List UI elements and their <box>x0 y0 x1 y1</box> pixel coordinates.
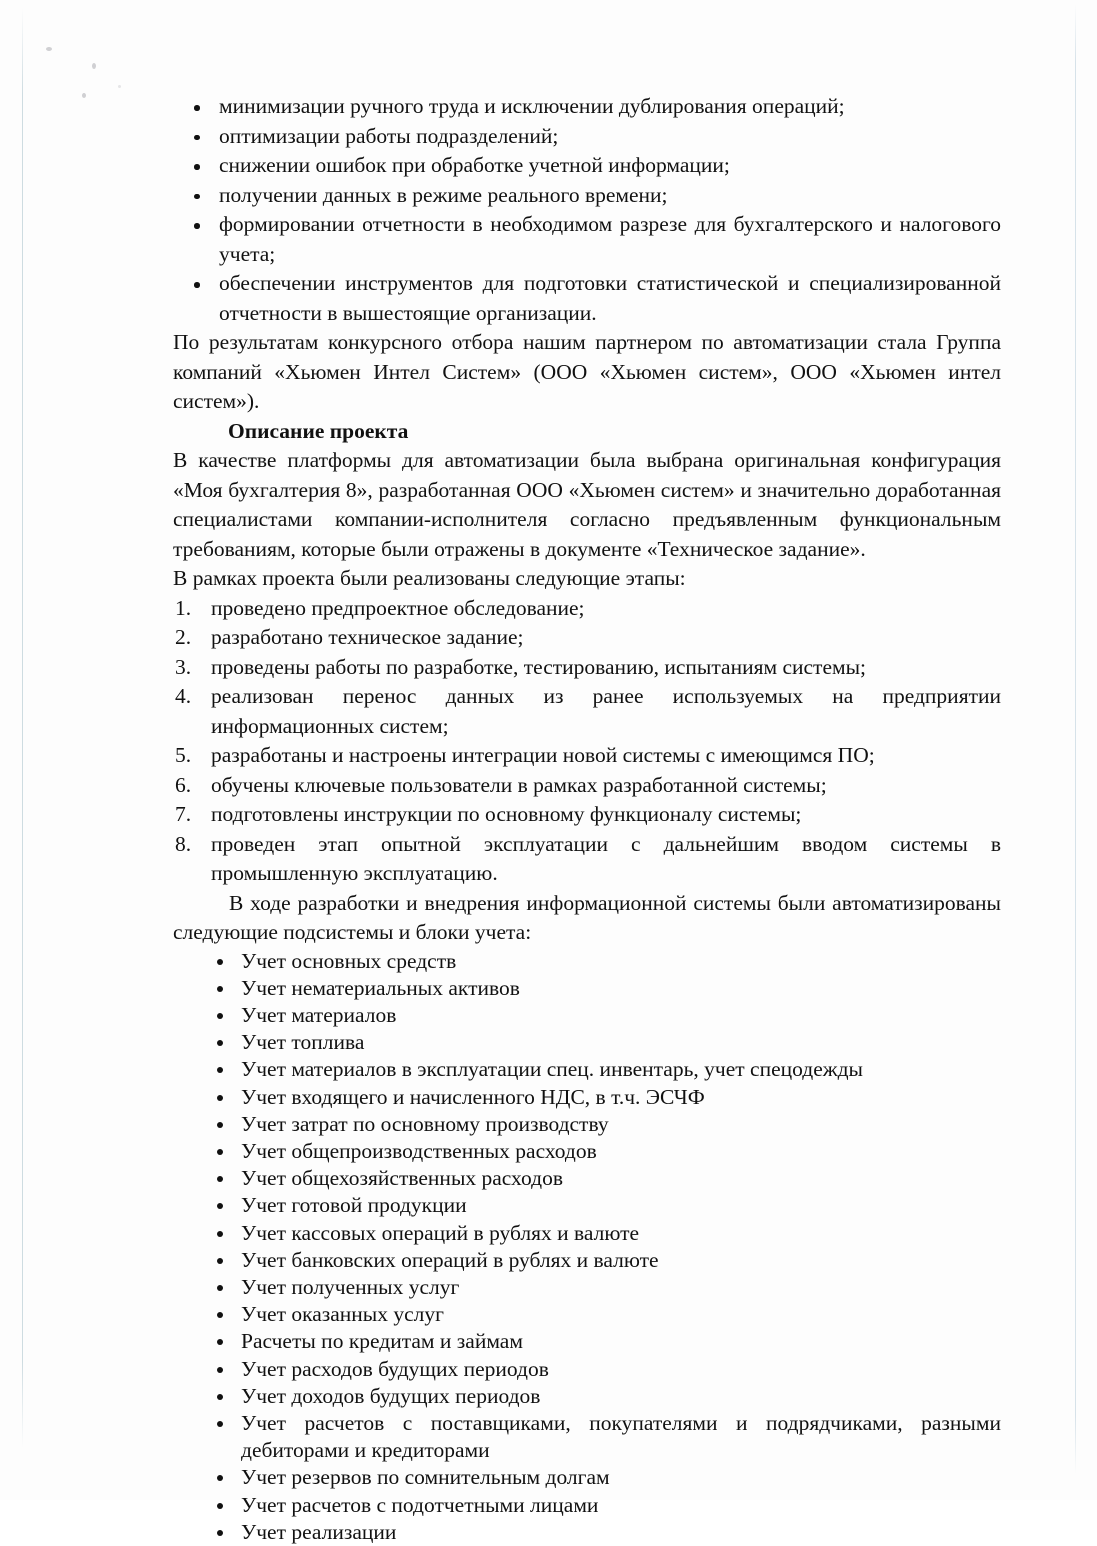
list-item: проведен этап опытной эксплуатации с дальнейшим вводом системы в промышленную эксплуатацию. <box>211 831 1001 885</box>
list-item: Расчеты по кредитам и займам <box>173 1328 1001 1355</box>
list-item: получении данных в режиме реального времени; <box>173 181 1001 211</box>
list-item: Учет основных средств <box>173 948 1001 975</box>
list-item: реализован перенос данных из ранее используемых на предприятии информационных систем; <box>211 684 1001 738</box>
list-item: Учет доходов будущих периодов <box>173 1383 1001 1410</box>
subsystems-intro-paragraph: В ходе разработки и внедрения информационной системы были автоматизированы следующие подсистемы и блоки учета: <box>173 890 1001 944</box>
document-text-body <box>173 92 1001 1546</box>
scan-artifact-speck <box>118 85 121 88</box>
list-item: разработаны и настроены интеграции новой системы с имеющимся ПО; <box>211 743 875 767</box>
list-item: проведено предпроектное обследование; <box>211 595 585 620</box>
stages-intro-paragraph: В рамках проекта были реализованы следующие этапы: <box>173 566 686 590</box>
list-item: Учет кассовых операций в рублях и валюте <box>173 1220 1001 1247</box>
list-item: Учет резервов по сомнительным долгам <box>173 1464 1001 1491</box>
list-item: Учет банковских операций в рублях и валюте <box>173 1247 1001 1274</box>
list-item: обеспечении инструментов для подготовки статистической и специализированной отчетности в вышестоящие организации. <box>173 269 1001 328</box>
benefits-bullet-list <box>173 92 1001 328</box>
list-item: оптимизации работы подразделений; <box>173 122 1001 152</box>
list-item: Учет материалов в эксплуатации спец. инвентарь, учет спецодежды <box>173 1056 1001 1083</box>
list-item: Учет материалов <box>173 1002 1001 1029</box>
list-item: Учет готовой продукции <box>173 1192 1001 1219</box>
list-item: формировании отчетности в необходимом разрезе для бухгалтерского и налогового учета; <box>173 210 1001 269</box>
subsystems-bullet-list <box>173 948 1001 1546</box>
list-item: Учет общепроизводственных расходов <box>173 1138 1001 1165</box>
list-item: минимизации ручного труда и исключении дублирования операций; <box>173 92 1001 122</box>
list-item: Учет расчетов с поставщиками, покупателями и подрядчиками, разными дебиторами и кредиторами <box>173 1410 1001 1464</box>
page-edge-line-right <box>1075 4 1076 1474</box>
list-item: Учет расчетов с подотчетными лицами <box>173 1492 1001 1519</box>
list-item: Учет топлива <box>173 1029 1001 1056</box>
list-item: Учет расходов будущих периодов <box>173 1356 1001 1383</box>
list-item: разработано техническое задание; <box>211 625 524 649</box>
platform-paragraph: В качестве платформы для автоматизации была выбрана оригинальная конфигурация «Моя бухгалтерия 8», разработанная ООО «Хьюмен систем» и значительно доработанная специалистами компании-исполнителя согласно предъявленным функциональным требованиям, которые были отражены в документе «Техническое задание». <box>173 448 1001 561</box>
list-item: Учет оказанных услуг <box>173 1301 1001 1328</box>
list-item: проведены работы по разработке, тестированию, испытаниям системы; <box>211 654 867 679</box>
list-item: подготовлены инструкции по основному функционалу системы; <box>211 802 802 826</box>
page-title: Описание проекта <box>228 418 409 443</box>
page-edge-line-left <box>22 8 23 1448</box>
stages-numbered-list <box>173 594 1001 889</box>
list-item: Учет нематериальных активов <box>173 975 1001 1002</box>
list-item: снижении ошибок при обработке учетной информации; <box>173 151 1001 181</box>
partner-paragraph: По результатам конкурсного отбора нашим партнером по автоматизации стала Группа компаний «Хьюмен Интел Систем» (ООО «Хьюмен систем», ООО «Хьюмен интел систем»). <box>173 330 1001 413</box>
list-item: Учет общехозяйственных расходов <box>173 1165 1001 1192</box>
list-item: Учет затрат по основному производству <box>173 1111 1001 1138</box>
list-item: Учет входящего и начисленного НДС, в т.ч. ЭСЧФ <box>173 1084 1001 1111</box>
scan-artifact-speck <box>46 47 52 51</box>
list-item: Учет полученных услуг <box>173 1274 1001 1301</box>
list-item: Учет реализации <box>173 1519 1001 1546</box>
scan-artifact-speck <box>92 63 96 69</box>
scan-artifact-speck <box>82 93 86 98</box>
list-item: обучены ключевые пользователи в рамках разработанной системы; <box>211 772 827 797</box>
